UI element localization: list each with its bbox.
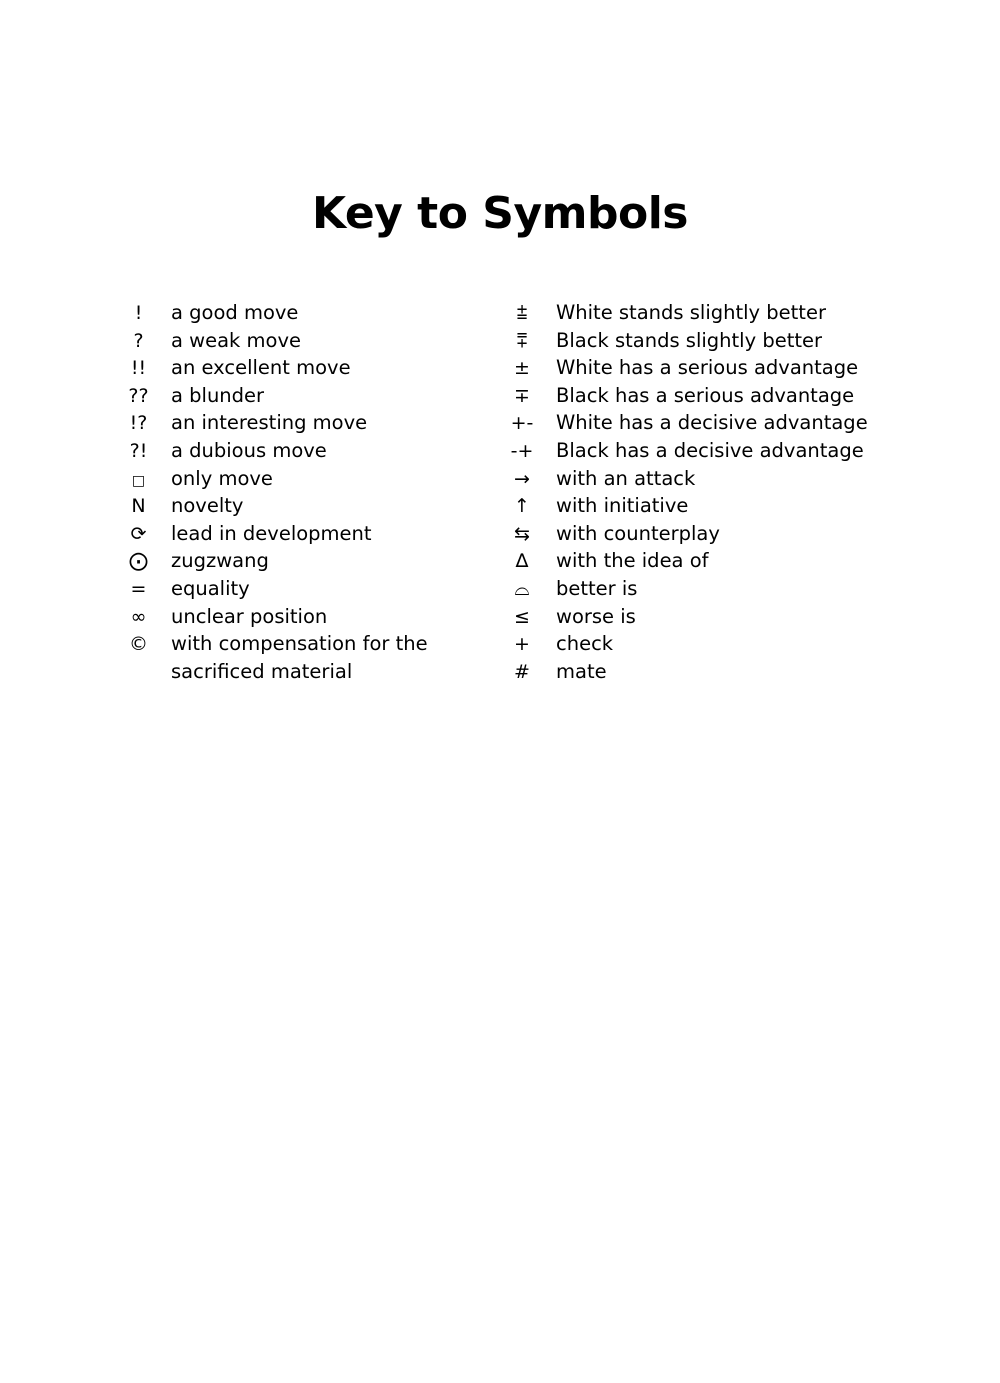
symbol-row [502,354,892,382]
symbol-description: Black has a decisive advantage [556,438,864,462]
symbol-row [118,327,478,355]
symbol-description: equality [171,576,250,600]
symbol-description: check [556,632,614,656]
symbol-glyph: ⩲ [516,302,528,324]
delta-icon: ∆ [515,550,529,573]
symbol-description: with an attack [556,466,696,490]
symbol-description: only move [171,466,273,490]
symbol-description: an excellent move [171,356,351,380]
only-move-square-icon: □ [131,472,146,489]
semicircle-icon: ⌓ [514,577,530,600]
development-arrow-icon: ⟳ [130,522,147,545]
symbol-row [118,630,478,658]
symbol-description: a blunder [171,383,265,407]
symbol-description: sacrificed material [171,659,353,683]
symbol-row [502,520,892,548]
symbol-row [502,327,892,355]
infinity-icon: ∞ [130,605,147,628]
symbol-description: unclear position [171,604,328,628]
symbol-description: worse is [556,604,636,628]
symbol-row [118,409,478,437]
symbol-row [118,603,478,631]
symbol-description: with compensation for the [171,632,428,656]
symbol-row [502,575,892,603]
symbol-description: mate [556,659,607,683]
symbol-glyph: -+ [510,439,534,462]
symbol-glyph: N [131,495,146,518]
up-arrow-icon: ↑ [514,495,530,518]
symbol-row [502,658,892,686]
symbol-glyph: ⩱ [516,329,528,352]
symbol-description: White has a serious advantage [556,356,859,380]
symbol-description: Black has a serious advantage [556,383,855,407]
symbol-glyph: + [514,633,530,656]
symbol-description: with the idea of [556,549,709,573]
symbol-row [118,492,478,520]
symbol-glyph: ! [134,302,143,324]
symbol-description: better is [556,576,638,600]
zugzwang-circle-dot-icon: ⨀ [129,550,148,573]
symbol-glyph: ? [133,329,144,352]
symbol-row [118,382,478,410]
symbol-glyph: !! [130,357,147,380]
symbol-list-left [118,299,478,685]
symbol-row [118,354,478,382]
symbol-row [502,465,892,493]
symbol-description: with counterplay [556,521,720,545]
symbol-row [118,299,478,327]
symbol-row [502,382,892,410]
symbol-row [118,465,478,493]
symbol-description: zugzwang [171,549,269,573]
symbol-row [502,492,892,520]
symbol-row [502,409,892,437]
symbol-row [502,547,892,575]
symbol-description: with initiative [556,494,689,518]
symbol-list-right [502,299,892,685]
symbol-row [502,299,892,327]
symbol-row [502,437,892,465]
symbol-row [118,575,478,603]
symbol-description: an interesting move [171,411,368,435]
symbol-glyph: +- [510,412,534,435]
symbol-glyph: = [130,577,147,600]
counterplay-arrows-icon: ⇆ [514,522,530,545]
symbol-row [118,437,478,465]
symbol-row [118,547,478,575]
symbol-description: a dubious move [171,438,327,462]
symbol-row [118,520,478,548]
symbol-glyph: ≤ [514,605,530,628]
symbol-description: lead in development [171,521,372,545]
page-title: Key to Symbols [312,188,688,239]
compensation-icon: © [129,633,148,656]
symbol-row-continuation [118,658,478,686]
right-arrow-icon: → [514,467,530,490]
symbol-description: White stands slightly better [556,301,826,324]
symbol-glyph: ?! [129,439,148,462]
symbol-description: White has a decisive advantage [556,411,868,435]
symbol-glyph: !? [129,412,148,435]
symbol-glyph: ∓ [514,384,530,407]
symbol-row [502,603,892,631]
symbol-glyph: ± [514,357,530,380]
symbol-description: a weak move [171,328,301,352]
symbol-glyph: # [514,660,530,683]
symbol-description: novelty [171,494,244,518]
symbol-description: Black stands slightly better [556,328,823,352]
symbol-glyph: ?? [128,384,149,407]
symbol-row [502,630,892,658]
symbol-description: a good move [171,301,299,324]
